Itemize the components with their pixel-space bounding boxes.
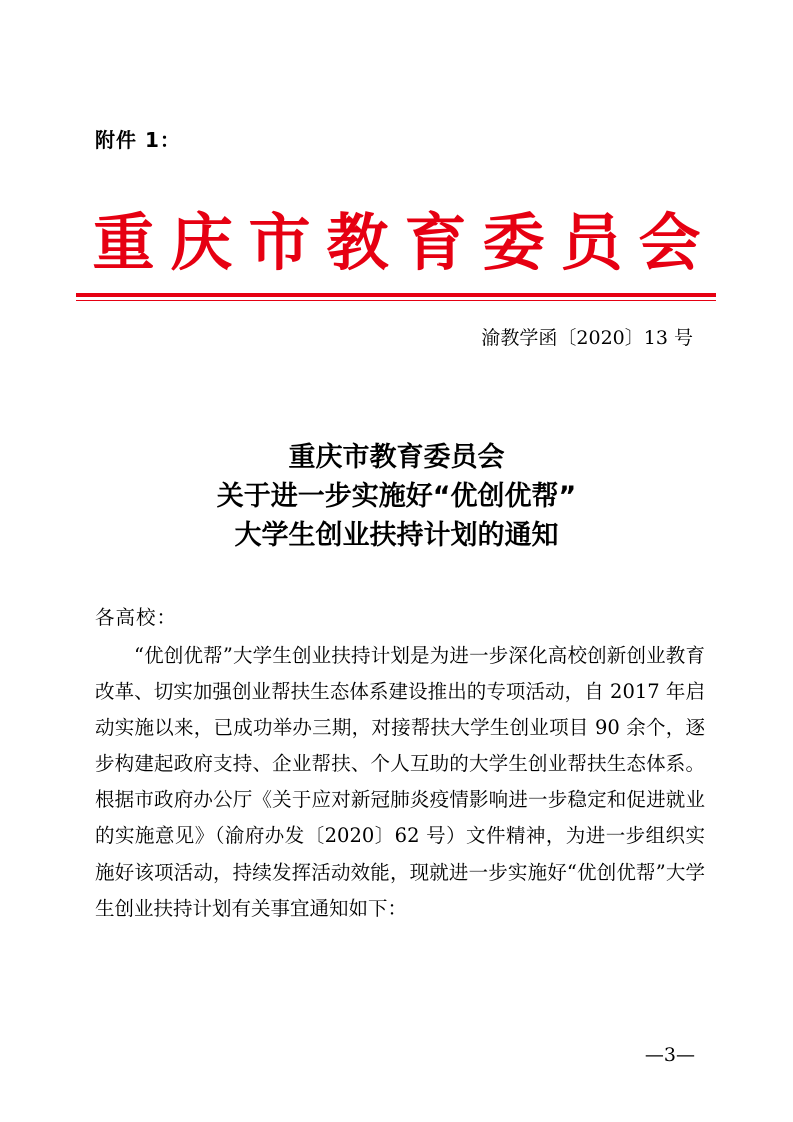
notice-title — [0, 438, 793, 555]
header-rule-thin — [76, 300, 716, 301]
attachment-label: 附件 1： — [95, 128, 181, 152]
salutation: 各高校： — [95, 606, 178, 629]
document-number: 渝教学函〔2020〕13 号 — [481, 327, 693, 349]
title-line-2: 关于进一步实施好“优创优帮” — [216, 481, 577, 512]
organization-header: 重庆市教育委员会 — [92, 206, 717, 279]
header-rule-thick — [76, 293, 716, 297]
title-line-3: 大学生创业扶持计划的通知 — [234, 520, 559, 551]
body-paragraph: “优创优帮”大学生创业扶持计划是为进一步深化高校创新创业教育改革、切实加强创业帮扶生态体系建设推出的专项活动，自 2017 年启动实施以来，已成功举办三期，对接帮扶大学生创业项目 90 余个，逐步构建起政府支持、企业帮扶、个人互助的大学生创业帮扶生态体系。根据市政府办公厅《关于应对新冠肺炎疫情影响进一步稳定和促进就业的实施意见》（渝府办发〔2020〕62 号）文件精神，为进一步组织实施好该项活动，持续发挥活动效能，现就进一步实施好“优创优帮”大学生创业扶持计划有关事宜通知如下： — [95, 644, 705, 920]
page-number: —3— — [644, 1044, 695, 1066]
title-line-1: 重庆市教育委员会 — [288, 442, 505, 473]
body-text — [95, 638, 705, 927]
